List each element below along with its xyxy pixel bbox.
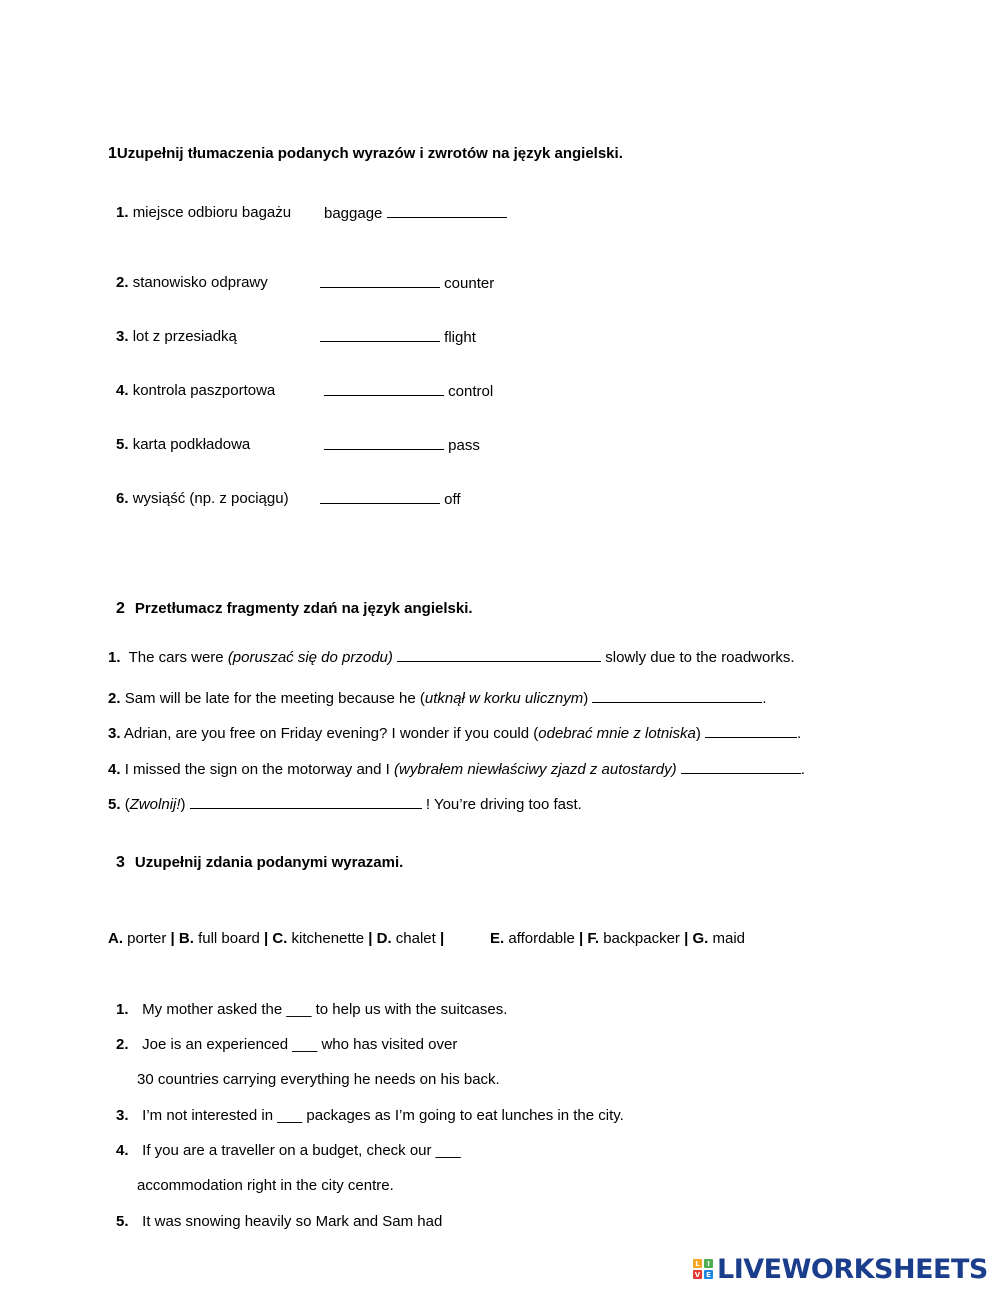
s2-item-4 [108,760,805,779]
option-word: backpacker [603,930,680,947]
s3-item-5 [116,1213,442,1231]
option-word: kitchenette [291,930,365,947]
option-word: porter [127,930,167,947]
s3-item-2 [116,1036,457,1054]
polish-hint: utknął w korku ulicznym [424,690,584,707]
item-number: 5. [116,1213,129,1230]
section-number: 2 [116,600,125,617]
s3-item-2-cont: 30 countries carrying everything he needs on his back. [137,1071,500,1088]
period: . [800,761,805,778]
s1-item-2-answer [320,274,494,293]
badge-letter: E [704,1270,713,1279]
item-text[interactable]: I’m not interested in ___ packages as I’m going to eat lunches in the city. [142,1107,624,1124]
logo-badge-icon [693,1259,713,1279]
option-letter: C. [272,930,288,947]
polish-phrase: kontrola paszportowa [132,382,276,399]
s2-item-1 [108,648,795,667]
answer-blank[interactable] [387,204,507,218]
s1-item-4-answer [324,382,493,401]
item-number: 3. [116,328,129,345]
polish-phrase: wysiąść (np. z pociągu) [132,490,289,507]
sentence-end: slowly due to the roadworks. [605,649,795,666]
english-after: off [444,491,461,508]
s1-item-1-answer [324,204,507,223]
item-text[interactable]: Joe is an experienced ___ who has visited over [142,1036,458,1053]
item-text[interactable]: If you are a traveller on a budget, check our ___ [142,1142,461,1159]
answer-blank[interactable] [397,648,601,662]
option-word: affordable [508,930,575,947]
item-number: 1. [108,649,121,666]
s3-item-4 [116,1142,461,1160]
sentence-end: ! You’re driving too fast. [425,796,582,813]
badge-letter: L [693,1259,702,1268]
option-letter: A. [108,930,123,947]
option-letter: B. [178,930,194,947]
item-text[interactable]: My mother asked the ___ to help us with the suitcases. [142,1001,508,1018]
s3-item-3 [116,1107,624,1125]
polish-hint: Zwolnij! [129,796,181,813]
separator: | [439,930,445,947]
polish-phrase: miejsce odbioru bagażu [132,204,292,221]
s1-item-5-answer [324,436,480,455]
answer-blank[interactable] [324,382,444,396]
sentence-start: I missed the sign on the motorway and I [124,761,390,778]
sentence-end: ) [583,690,589,707]
section-number: 3 [116,854,125,871]
section-number: 1 [108,145,117,162]
sentence-start: Adrian, are you free on Friday evening? I wonder if you could ( [123,725,539,742]
answer-blank[interactable] [324,436,444,450]
badge-letter: V [694,1270,701,1279]
s3-item-4-cont: accommodation right in the city centre. [137,1177,394,1194]
sentence-end: ) [695,725,701,742]
item-number: 2. [116,1036,129,1053]
item-number: 4. [116,1142,129,1159]
section-instruction: Przetłumacz fragmenty zdań na język angielski. [134,600,473,617]
item-text[interactable]: It was snowing heavily so Mark and Sam had [142,1213,443,1230]
option-word: full board [198,930,260,947]
section-2-heading [116,600,473,618]
option-letter: E. [490,930,505,947]
paren-close: ) [180,796,186,813]
answer-blank[interactable] [320,328,440,342]
polish-phrase: karta podkładowa [132,436,251,453]
s2-item-2 [108,689,767,708]
polish-phrase: stanowisko odprawy [132,274,268,291]
word-bank-left [108,930,444,948]
separator: | [170,930,175,947]
sentence-start: The cars were [128,649,224,666]
english-after: control [448,383,494,400]
polish-hint: odebrać mnie z lotniska [538,725,696,742]
section-3-heading [116,854,403,872]
separator: | [578,930,584,947]
s1-item-6-answer [320,490,461,509]
word-bank-right [490,930,745,948]
s1-item-5 [116,436,250,454]
period: . [762,690,767,707]
s1-item-6 [116,490,289,508]
polish-phrase: lot z przesiadką [132,328,237,345]
english-after: pass [448,437,480,454]
option-word: chalet [395,930,436,947]
separator: | [368,930,373,947]
option-word: maid [712,930,745,947]
option-letter: F. [587,930,600,947]
item-number: 2. [116,274,129,291]
polish-hint: (wybrałem niewłaściwy zjazd z autostardy) [394,761,677,778]
s2-item-3 [108,724,801,743]
answer-blank[interactable] [190,795,422,809]
answer-blank[interactable] [681,760,801,774]
item-number: 4. [116,382,129,399]
section-1-heading [108,145,623,163]
answer-blank[interactable] [320,490,440,504]
answer-blank[interactable] [592,689,762,703]
section-instruction: Uzupełnij tłumaczenia podanych wyrazów i zwrotów na język angielski. [116,145,623,162]
english-before: baggage [324,205,383,222]
s1-item-1 [116,204,291,222]
s1-item-4 [116,382,275,400]
item-number: 1. [116,1001,129,1018]
item-number: 2. [108,690,121,707]
separator: | [263,930,269,947]
s1-item-2 [116,274,268,292]
s1-item-3 [116,328,237,346]
liveworksheets-logo [693,1254,988,1284]
polish-hint: (poruszać się do przodu) [227,649,393,666]
brand-name: LIVEWORKSHEETS [717,1253,988,1285]
english-after: counter [444,275,495,292]
separator: | [684,930,689,947]
s3-item-1 [116,1001,507,1019]
item-number: 5. [108,796,121,813]
badge-letter: I [704,1259,713,1268]
item-number: 3. [108,725,121,742]
answer-blank[interactable] [705,724,797,738]
item-number: 1. [116,204,129,221]
item-number: 3. [116,1107,129,1124]
english-after: flight [444,329,476,346]
item-number: 5. [116,436,129,453]
answer-blank[interactable] [320,274,440,288]
period: . [797,725,802,742]
sentence-start: Sam will be late for the meeting because he ( [124,690,425,707]
option-letter: D. [376,930,392,947]
item-number: 6. [116,490,129,507]
section-instruction: Uzupełnij zdania podanymi wyrazami. [134,854,404,871]
s1-item-3-answer [320,328,476,347]
paren-open: ( [124,796,130,813]
s2-item-5 [108,795,582,814]
item-number: 4. [108,761,121,778]
option-letter: G. [692,930,709,947]
